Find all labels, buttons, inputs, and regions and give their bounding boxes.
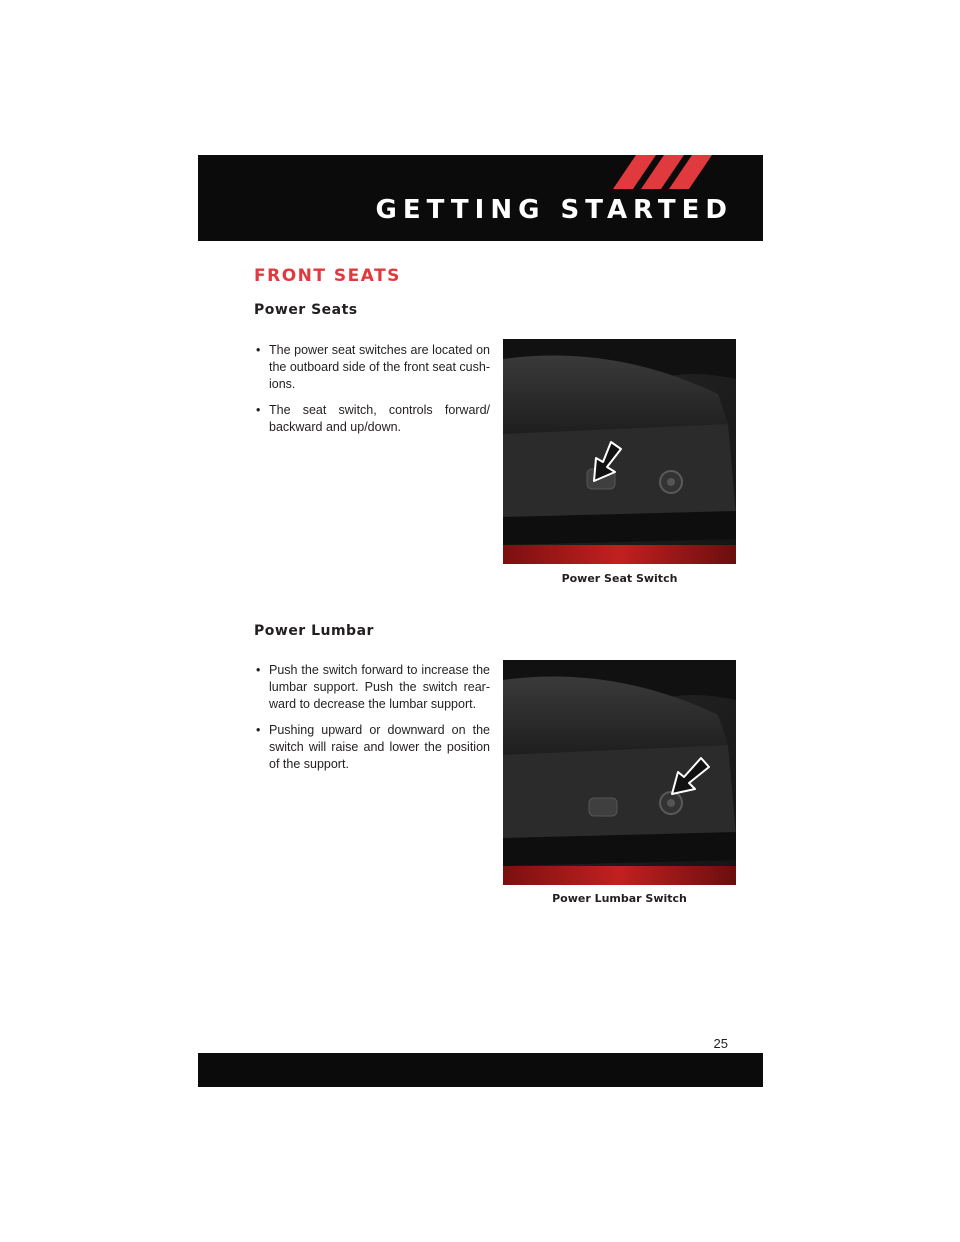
- power-lumbar-switch-photo: [503, 660, 736, 885]
- list-item: [254, 722, 490, 773]
- list-item: [254, 342, 490, 393]
- power-seat-switch-caption: Power Seat Switch: [561, 572, 678, 585]
- power-lumbar-bullet-list: [254, 662, 490, 782]
- power-lumbar-heading: Power Lumbar: [254, 623, 374, 639]
- bullet-text: Pushing upward or downward on the switch will raise and lower the position of the support.: [269, 723, 490, 771]
- bullet-icon: •: [256, 663, 261, 677]
- power-seat-switch-photo: [503, 339, 736, 564]
- bullet-text: The power seat switches are located on the outboard side of the front seat cushions.: [269, 343, 490, 391]
- bullet-text: The seat switch, controls forward/ backward and up/down.: [269, 403, 490, 434]
- section-title: GETTING STARTED: [375, 195, 733, 225]
- bullet-icon: •: [256, 723, 261, 737]
- page-heading: FRONT SEATS: [254, 266, 401, 286]
- footer-bar: [198, 1053, 763, 1087]
- bullet-icon: •: [256, 343, 261, 357]
- power-seats-bullet-list: [254, 342, 490, 445]
- bullet-icon: •: [256, 403, 261, 417]
- power-seats-heading: Power Seats: [254, 302, 358, 318]
- bullet-text: Push the switch forward to increase the lumbar support. Push the switch rearward to decrease the lumbar support.: [269, 663, 490, 711]
- page-number: 25: [713, 1036, 728, 1051]
- list-item: [254, 402, 490, 436]
- power-lumbar-switch-caption: Power Lumbar Switch: [552, 892, 687, 905]
- section-header-bar: [198, 155, 763, 241]
- list-item: [254, 662, 490, 713]
